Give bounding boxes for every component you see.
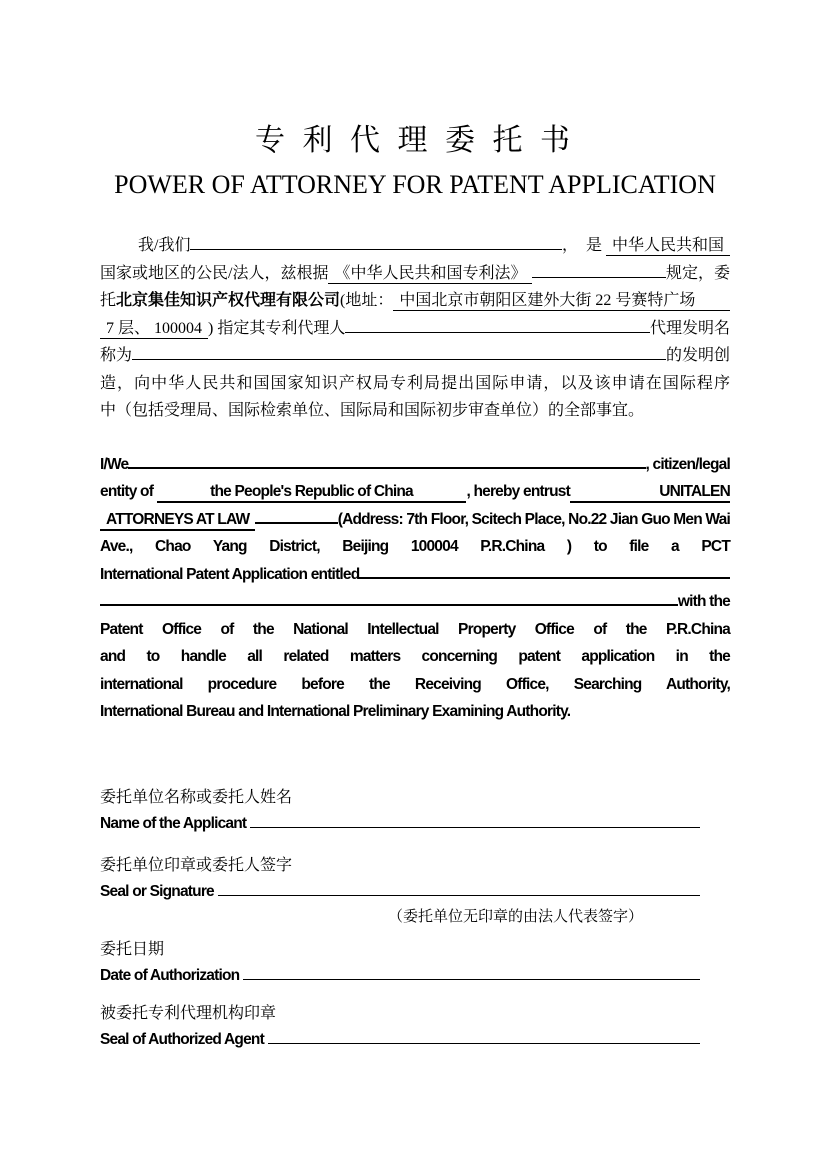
agent-label-zh: 被委托专利代理机构印章 bbox=[100, 1004, 277, 1022]
seal-or-signature-field[interactable] bbox=[218, 895, 700, 896]
agency-name-filled-field-en[interactable]: UNITALEN bbox=[570, 483, 730, 503]
zh-text: 我/我们 bbox=[138, 237, 191, 254]
zh-text: 称为 bbox=[100, 347, 133, 364]
signature-label-zh: 委托单位印章或委托人签字 bbox=[100, 856, 293, 874]
title-english: POWER OF ATTORNEY FOR PATENT APPLICATION bbox=[114, 170, 716, 199]
invention-title-blank-field-en-cont[interactable] bbox=[100, 604, 678, 606]
signature-row bbox=[100, 878, 700, 906]
chinese-declaration-paragraph bbox=[100, 232, 730, 425]
agency-address-filled-field-cont[interactable]: 7 层、 100004 bbox=[100, 319, 208, 339]
signature-sections bbox=[100, 786, 730, 1054]
applicant-label-zh: 委托单位名称或委托人姓名 bbox=[100, 788, 293, 806]
applicant-name-blank-field-en[interactable] bbox=[128, 467, 645, 469]
zh-line-5 bbox=[100, 342, 730, 370]
en-line-3 bbox=[100, 506, 730, 534]
zh-line-2 bbox=[100, 260, 730, 288]
zh-text: 国家或地区的公民/法人，兹根据 bbox=[100, 264, 329, 282]
applicant-row bbox=[100, 810, 700, 838]
zh-line-3 bbox=[100, 287, 730, 315]
en-text: International Patent Application entitled bbox=[100, 565, 360, 583]
title-chinese: 专 利 代 理 委 托 书 bbox=[255, 124, 575, 157]
agency-name-bold: 北京集佳知识产权代理有限公司 bbox=[116, 292, 341, 309]
en-line-9: international procedure before the Receiving Office, Searching Authority, bbox=[100, 675, 730, 693]
en-text: , hereby entrust bbox=[466, 483, 570, 500]
en-text: I/We bbox=[100, 455, 129, 473]
english-declaration-paragraph bbox=[100, 451, 730, 726]
applicant-name-section bbox=[100, 786, 730, 838]
date-row bbox=[100, 962, 700, 990]
agency-address-filled-field[interactable]: 中国北京市朝阳区建外大街 22 号赛特广场 bbox=[393, 291, 730, 311]
agent-seal-field[interactable] bbox=[268, 1043, 700, 1044]
nationality-filled-field[interactable]: 中华人民共和国 bbox=[606, 236, 730, 256]
authorization-date-field[interactable] bbox=[243, 979, 700, 980]
signature-label-en: Seal or Signature bbox=[100, 882, 214, 900]
patent-law-filled-field[interactable]: 《中华人民共和国专利法》 bbox=[328, 264, 532, 284]
en-line-2 bbox=[100, 478, 730, 506]
agent-row bbox=[100, 1026, 700, 1054]
en-line-5 bbox=[100, 561, 730, 589]
zh-text: 的发明创 bbox=[665, 347, 730, 364]
patent-agent-blank-field[interactable] bbox=[345, 332, 650, 333]
en-text: (Address: 7th Floor, Scitech Place, No.22 Jian Guo Men Wai bbox=[337, 510, 730, 528]
en-line-8: and to handle all related matters concerning patent application in the bbox=[100, 648, 730, 665]
date-label-zh: 委托日期 bbox=[100, 940, 165, 958]
en-text: , citizen/legal bbox=[645, 455, 730, 473]
en-line-7: Patent Office of the National Intellectual Property Office of the P.R.China bbox=[100, 620, 730, 638]
zh-text: ) 指定其专利代理人 bbox=[208, 319, 346, 337]
zh-line-6: 造，向中华人民共和国国家知识产权局专利局提出国际申请，以及该申请在国际程序 bbox=[100, 374, 730, 392]
en-text: entity of bbox=[100, 483, 157, 500]
applicant-label-en: Name of the Applicant bbox=[100, 814, 247, 832]
blank-field[interactable] bbox=[255, 522, 337, 524]
en-text: with the bbox=[677, 593, 730, 610]
applicant-name-signature-field[interactable] bbox=[250, 827, 700, 828]
seal-or-signature-section bbox=[100, 854, 730, 928]
en-line-4: Ave., Chao Yang District, Beijing 100004 P.R.China ) to file a PCT bbox=[100, 538, 730, 555]
zh-text: 规定，委 bbox=[665, 264, 730, 282]
zh-line-7: 中（包括受理局、国际检索单位、国际局和国际初步审查单位）的全部事宜。 bbox=[100, 402, 645, 419]
zh-line-1 bbox=[100, 232, 730, 260]
zh-text: 托 bbox=[100, 292, 117, 309]
applicant-name-blank-field[interactable] bbox=[190, 249, 562, 250]
blank-field[interactable] bbox=[532, 277, 666, 278]
agency-name-filled-field-en-cont[interactable]: ATTORNEYS AT LAW bbox=[100, 511, 255, 531]
authorization-date-section bbox=[100, 938, 730, 990]
date-label-en: Date of Authorization bbox=[100, 966, 240, 984]
zh-text: 代理发明名 bbox=[649, 319, 730, 337]
agent-seal-section bbox=[100, 1002, 730, 1054]
invention-title-blank-field-en[interactable] bbox=[359, 577, 730, 579]
zh-text: ， 是 bbox=[561, 237, 606, 254]
zh-text: (地址： bbox=[340, 292, 394, 309]
agent-label-en: Seal of Authorized Agent bbox=[100, 1030, 264, 1048]
invention-title-blank-field[interactable] bbox=[132, 359, 666, 360]
en-line-10: International Bureau and International Preliminary Examining Authority. bbox=[100, 703, 571, 720]
en-line-6 bbox=[100, 588, 730, 616]
en-line-1 bbox=[100, 451, 730, 479]
signature-note: （委托单位无印章的由法人代表签字） bbox=[388, 908, 644, 925]
zh-line-4 bbox=[100, 315, 730, 343]
nationality-filled-field-en[interactable]: the People's Republic of China bbox=[157, 483, 467, 503]
